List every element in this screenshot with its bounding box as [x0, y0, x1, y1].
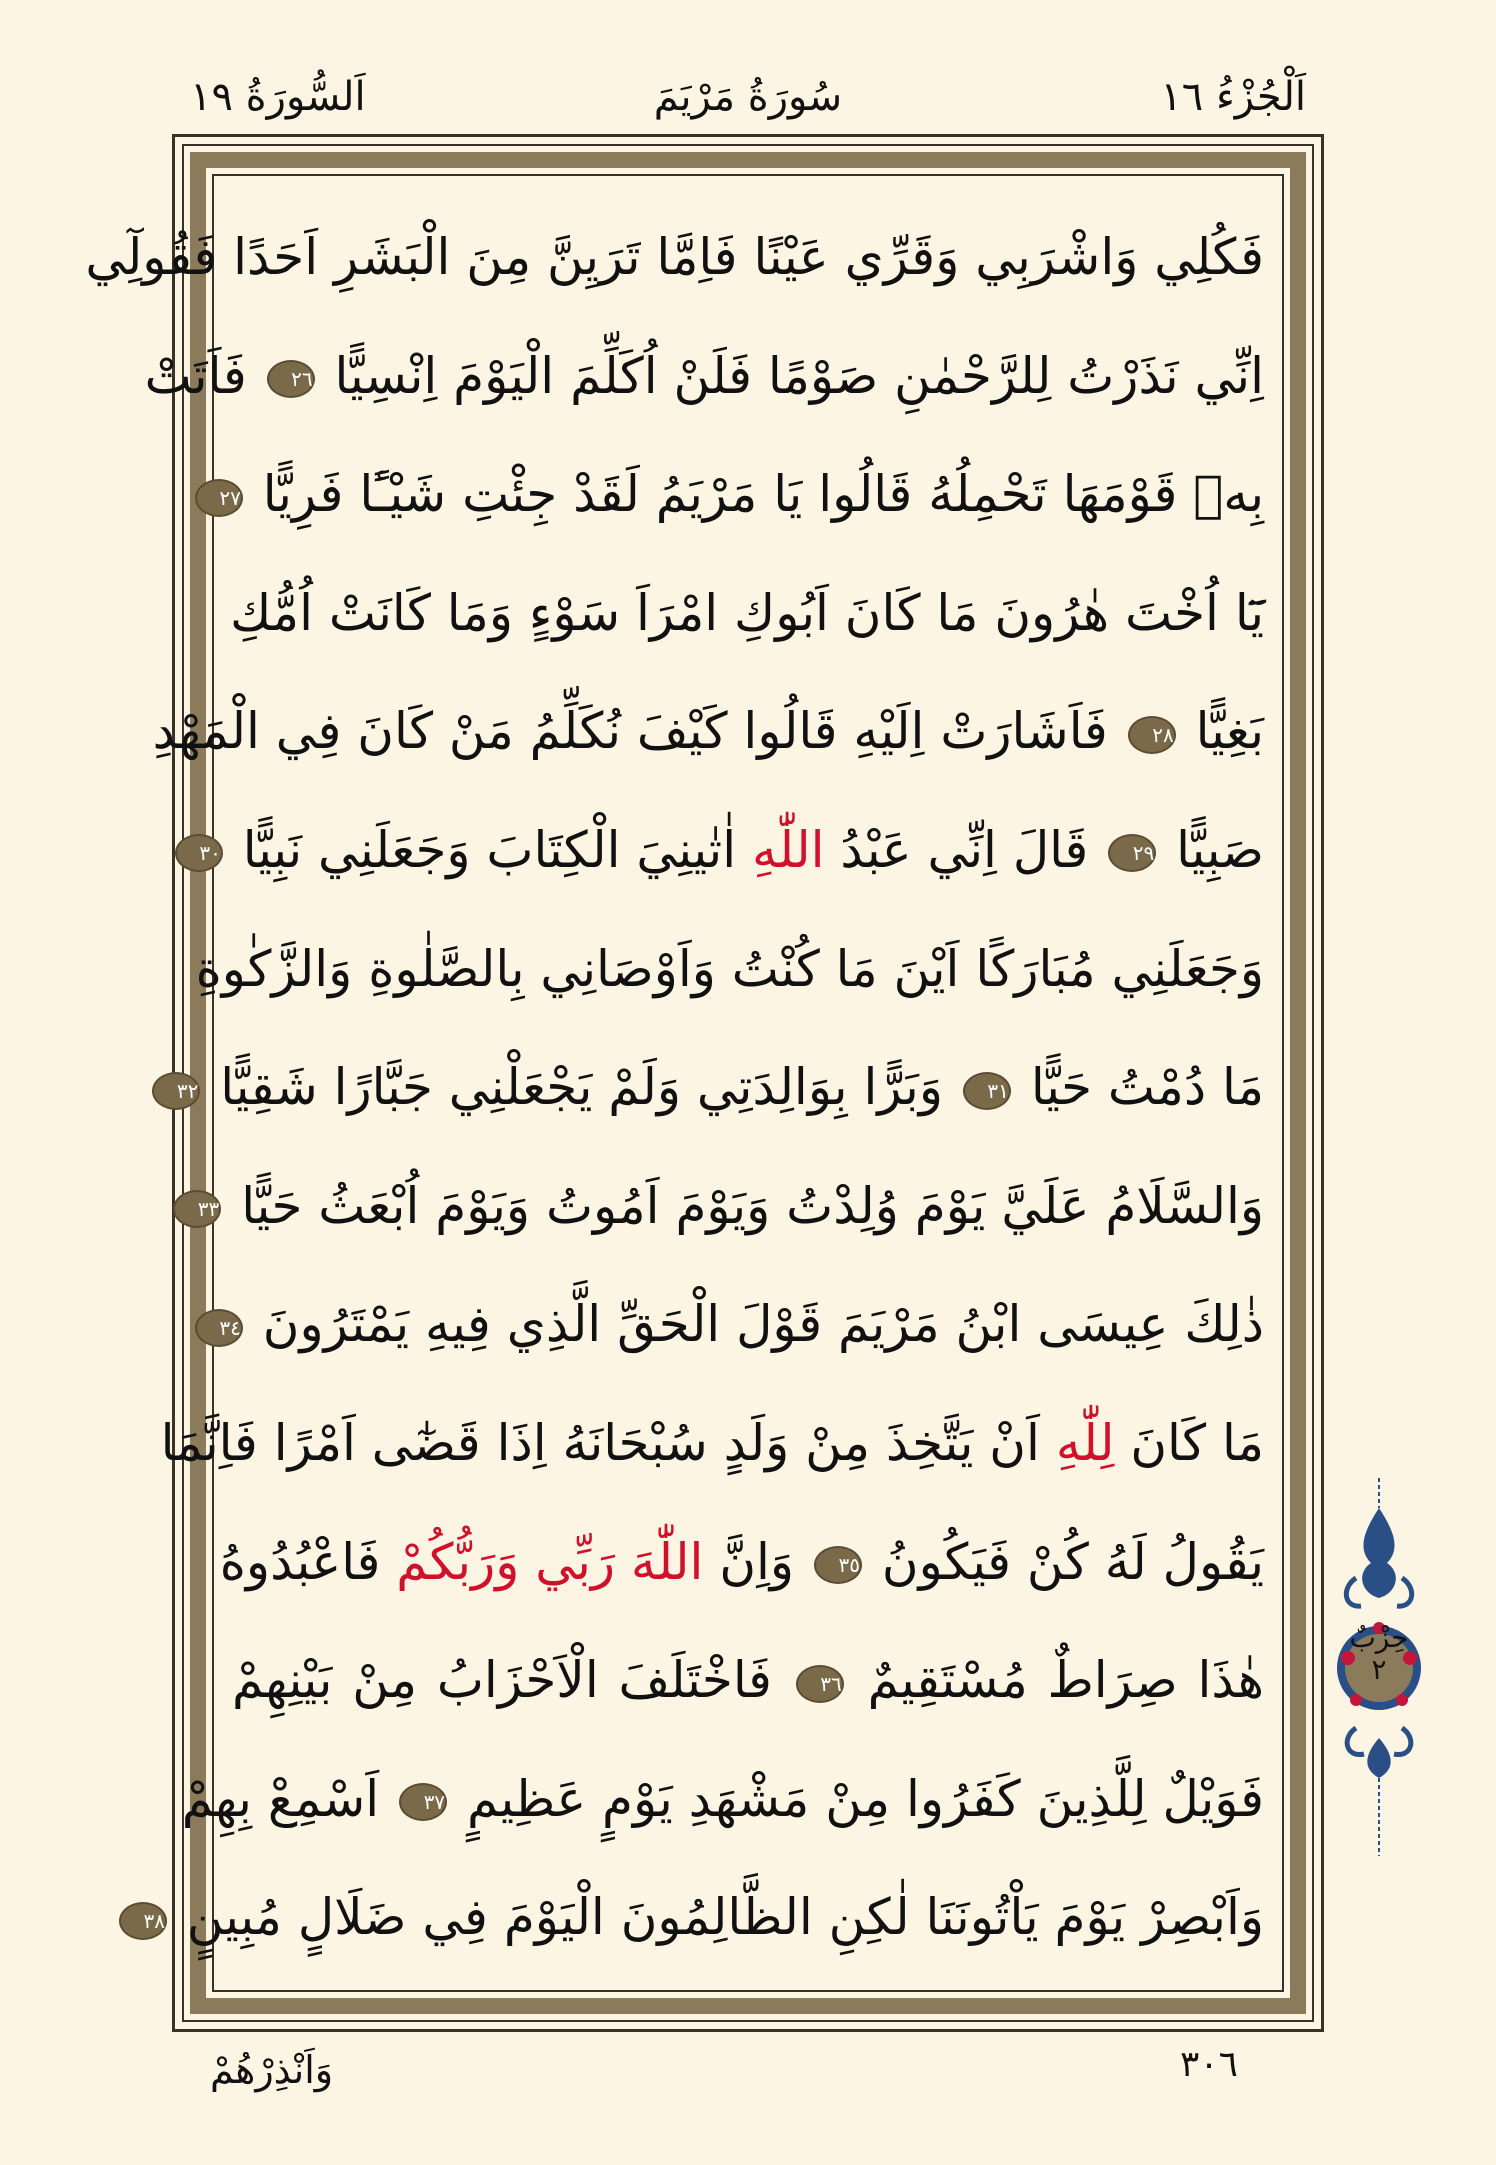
- juz-label: اَلْجُزْءُ ١٦: [1160, 74, 1306, 120]
- verse-text: ذٰلِكَ عِيسَى ابْنُ مَرْيَمَ قَوْلَ الْحَقِّ الَّذِي فِيهِ يَمْتَرُونَ: [262, 1295, 1264, 1354]
- verse-text: بَغِيًّا: [1195, 702, 1264, 761]
- verse-text: وَجَعَلَنِي مُبَارَكًا اَيْنَ مَا كُنْتُ وَاَوْصَانِي بِالصَّلٰوةِ وَالزَّكٰوةِ: [195, 939, 1264, 998]
- verse-text: فَوَيْلٌ لِلَّذِينَ كَفَرُوا مِنْ مَشْهَدِ يَوْمٍ عَظِيمٍ: [466, 1769, 1264, 1828]
- verse-text: قَالَ اِنِّي عَبْدُ: [840, 820, 1089, 879]
- verse-text: اَنْ يَتَّخِذَ مِنْ وَلَدٍ سُبْحَانَهُ اِذَا قَضٰٓى اَمْرًا فَاِنَّمَا: [160, 1413, 1040, 1472]
- ayah-marker: ٣٢: [152, 1072, 200, 1110]
- text-line: [144, 317, 1264, 436]
- ayah-marker: ٢٩: [1108, 834, 1156, 872]
- verse-text: فَاَشَارَتْ: [940, 702, 1108, 761]
- verse-text: يَٓا اُخْتَ هٰرُونَ مَا كَانَ اَبُوكِ امْرَاَ سَوْءٍ وَمَا كَانَتْ اُمُّكِ: [230, 583, 1264, 642]
- verse-text: صَبِيًّا: [1176, 820, 1264, 879]
- verse-text: يَقُولُ لَهُ كُنْ فَيَكُونُ: [881, 1532, 1264, 1591]
- text-line: [181, 1740, 1264, 1859]
- verse-text: وَاَبْصِرْ يَوْمَ يَاْتُونَنَا لٰكِنِ الظَّالِمُونَ الْيَوْمَ فِي ضَلَالٍ مُبِينٍ: [186, 1888, 1264, 1947]
- surah-title: سُورَةُ مَرْيَمَ: [653, 74, 843, 120]
- verse-text: اَسْمِعْ بِهِمْ: [181, 1769, 380, 1828]
- ayah-marker: ٣٥: [814, 1546, 862, 1584]
- verse-text: فَكُلِي وَاشْرَبِي وَقَرِّي عَيْنًا فَاِمَّا تَرَيِنَّ مِنَ الْبَشَرِ اَحَدًا فَقُولِٓي: [85, 228, 1264, 286]
- hizb-label: [1344, 1622, 1414, 1686]
- divine-name: اللّٰهَ رَبِّي وَرَبُّكُمْ: [396, 1532, 704, 1591]
- ayah-marker: ٣١: [963, 1072, 1011, 1110]
- text-line: [232, 1621, 1264, 1740]
- verse-text: فَاخْتَلَفَ الْاَحْزَابُ مِنْ بَيْنِهِمْ: [232, 1651, 772, 1710]
- divine-name: لِلّٰهِ: [1055, 1413, 1115, 1472]
- verse-text: بِهٖ قَوْمَهَا تَحْمِلُهُ قَالُوا يَا مَرْيَمُ لَقَدْ جِئْتِ شَيْـًٔا فَرِيًّا: [262, 465, 1264, 524]
- hizb-label-text: حِزْبٌ: [1349, 1621, 1409, 1654]
- text-line: [176, 1028, 1264, 1147]
- ayah-marker: ٣٧: [399, 1783, 447, 1821]
- text-line: [199, 791, 1264, 910]
- ayah-marker: ٢٧: [195, 479, 243, 517]
- ayah-marker: ٢٦: [267, 360, 315, 398]
- text-line: [219, 435, 1264, 554]
- quran-text-block: [85, 198, 1265, 1978]
- verse-text: مَا دُمْتُ حَيًّا: [1030, 1058, 1264, 1117]
- surah-number: اَلسُّورَةُ ١٩: [190, 74, 366, 120]
- hizb-number: ٢: [1371, 1653, 1387, 1686]
- catchword: وَاَنْذِرْهُمْ: [210, 2048, 334, 2092]
- text-line: [152, 672, 1264, 791]
- page-header: [0, 62, 1496, 132]
- divine-name: اللّٰهِ: [752, 820, 825, 879]
- verse-text: فَاعْبُدُوهُ: [219, 1532, 381, 1591]
- text-line: [85, 198, 1264, 317]
- verse-text: فَاَتَتْ: [144, 346, 247, 405]
- text-line: [232, 554, 1264, 673]
- verse-text: مَا كَانَ: [1130, 1413, 1264, 1472]
- verse-text: وَالسَّلَامُ عَلَيَّ يَوْمَ وُلِدْتُ وَيَوْمَ اَمُوتُ وَيَوْمَ اُبْعَثُ حَيًّا: [241, 1176, 1264, 1235]
- text-line: [219, 1265, 1264, 1384]
- verse-text: اِنِّي نَذَرْتُ لِلرَّحْمٰنِ صَوْمًا فَلَنْ اُكَلِّمَ الْيَوْمَ اِنْسِيًّا: [334, 346, 1264, 405]
- ayah-marker: ٣٨: [119, 1902, 167, 1940]
- verse-text: اِلَيْهِ قَالُوا كَيْفَ نُكَلِّمُ مَنْ كَانَ فِي الْمَهْدِ: [152, 702, 925, 761]
- ayah-marker: ٣٤: [195, 1309, 243, 1347]
- verse-text: اٰتٰينِيَ الْكِتَابَ وَجَعَلَنِي نَبِيًّا: [242, 820, 737, 879]
- verse-text: هٰذَا صِرَاطٌ مُسْتَقِيمٌ: [867, 1651, 1265, 1710]
- verse-text: وَاِنَّ: [719, 1532, 795, 1591]
- ayah-marker: ٢٨: [1128, 716, 1176, 754]
- ayah-marker: ٣٦: [796, 1665, 844, 1703]
- ayah-marker: ٣٠: [175, 834, 223, 872]
- page-number: ٣٠٦: [1180, 2044, 1239, 2085]
- text-line: [195, 910, 1264, 1029]
- text-line: [143, 1858, 1264, 1977]
- verse-text: وَبَرًّا بِوَالِدَتِي وَلَمْ يَجْعَلْنِي جَبَّارًا شَقِيًّا: [220, 1058, 943, 1117]
- text-line: [160, 1384, 1264, 1503]
- text-line: [197, 1147, 1264, 1266]
- ayah-marker: ٣٣: [173, 1190, 221, 1228]
- text-line: [219, 1503, 1264, 1622]
